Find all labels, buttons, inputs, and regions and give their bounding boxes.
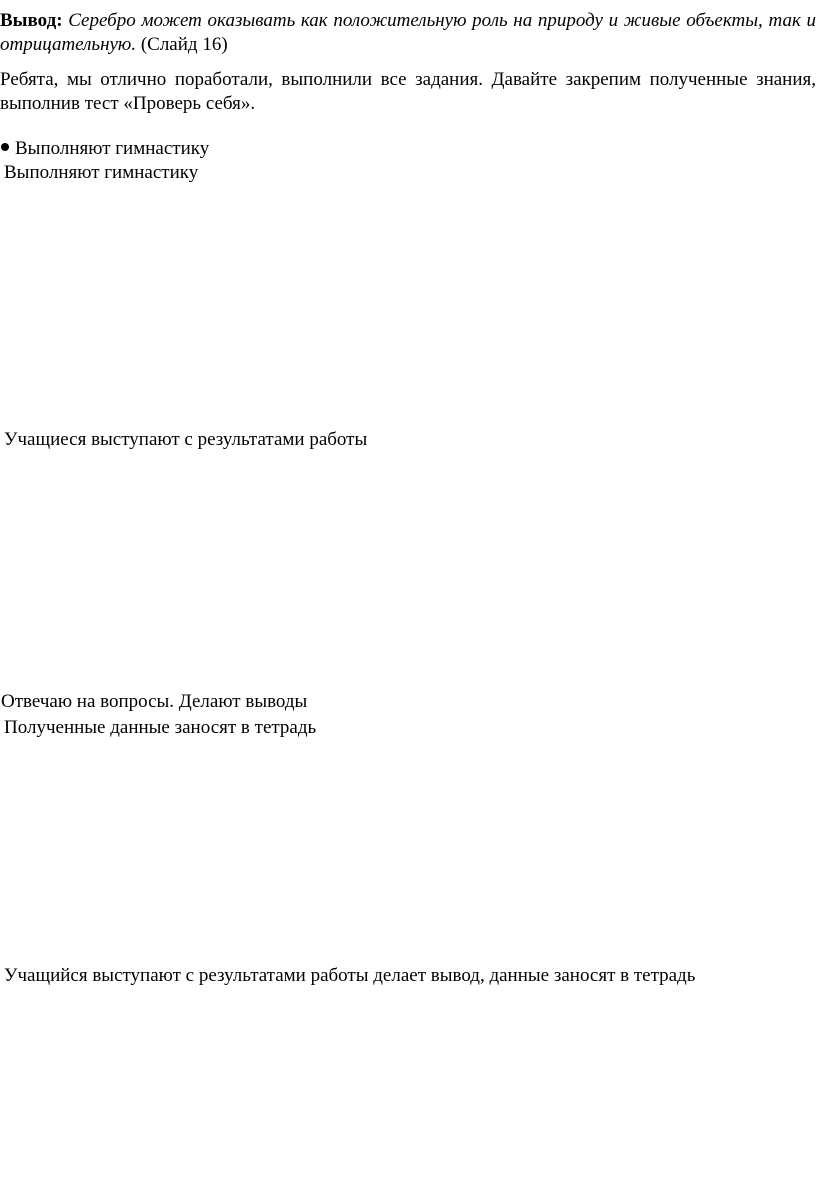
- activity-record-data: Полученные данные заносят в тетрадь: [4, 717, 317, 738]
- activity-answer-questions: Отвечаю на вопросы. Делают выводы: [1, 691, 308, 712]
- activity-gymnastics: Выполняют гимнастику: [4, 162, 199, 183]
- activity-final-conclusion: Учащийся выступают с результатами работы делает вывод, данные заносят в тетрадь: [4, 965, 696, 986]
- conclusion-label: Вывод:: [0, 10, 63, 31]
- bullet-item: [1, 137, 209, 161]
- slide-reference: (Слайд 16): [140, 34, 228, 55]
- conclusion-paragraph: [0, 9, 816, 57]
- activity-present-results: Учащиеся выступают с результатами работы: [4, 429, 368, 450]
- intro-paragraph: Ребята, мы отлично поработали, выполнили все задания. Давайте закрепим полученные знания, выполнив тест «Проверь себя».: [0, 69, 816, 114]
- bullet-icon: [1, 143, 9, 151]
- bullet-item-text: Выполняют гимнастику: [15, 138, 210, 159]
- conclusion-text: Серебро может оказывать как положительную роль на природу и живые объекты, так и отрицательную.: [0, 10, 816, 55]
